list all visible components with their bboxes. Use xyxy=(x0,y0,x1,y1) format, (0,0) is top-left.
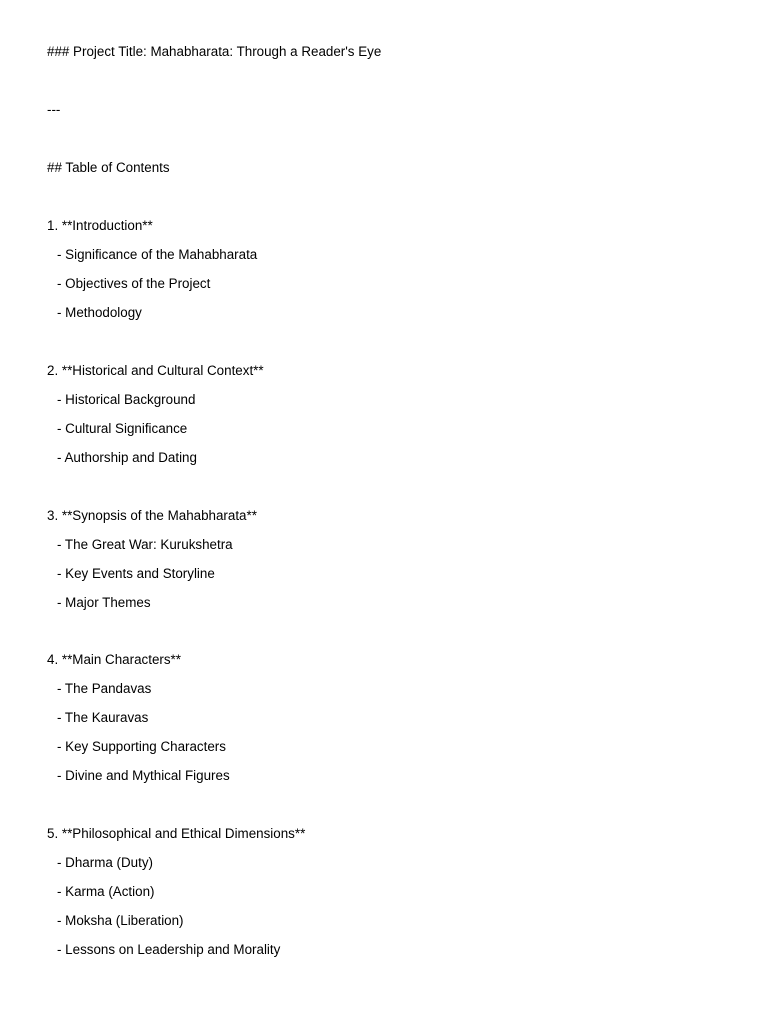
toc-list-item: - Significance of the Mahabharata xyxy=(57,247,258,262)
toc-list-item: - Moksha (Liberation) xyxy=(57,913,184,928)
toc-heading: ## Table of Contents xyxy=(47,160,170,175)
toc-list-item: - Divine and Mythical Figures xyxy=(57,768,230,783)
toc-list-item: - The Pandavas xyxy=(57,681,152,696)
separator-line: --- xyxy=(47,102,61,117)
project-title: ### Project Title: Mahabharata: Through a Reader's Eye xyxy=(47,44,382,59)
toc-section-heading: 5. **Philosophical and Ethical Dimensions** xyxy=(47,826,306,841)
toc-section-heading: 2. **Historical and Cultural Context** xyxy=(47,363,264,378)
toc-list-item: - Lessons on Leadership and Morality xyxy=(57,942,281,957)
toc-list-item: - The Kauravas xyxy=(57,710,149,725)
toc-list-item: - Methodology xyxy=(57,305,142,320)
toc-list-item: - Dharma (Duty) xyxy=(57,855,153,870)
toc-list-item: - Key Events and Storyline xyxy=(57,566,215,581)
toc-list-item: - Authorship and Dating xyxy=(57,450,197,465)
toc-section-heading: 3. **Synopsis of the Mahabharata** xyxy=(47,508,257,523)
toc-list-item: - Objectives of the Project xyxy=(57,276,211,291)
toc-list-item: - The Great War: Kurukshetra xyxy=(57,537,233,552)
toc-section-heading: 4. **Main Characters** xyxy=(47,652,181,667)
toc-list-item: - Cultural Significance xyxy=(57,421,188,436)
toc-list-item: - Karma (Action) xyxy=(57,884,155,899)
toc-list-item: - Key Supporting Characters xyxy=(57,739,226,754)
toc-list-item: - Historical Background xyxy=(57,392,196,407)
toc-section-heading: 1. **Introduction** xyxy=(47,218,153,233)
toc-list-item: - Major Themes xyxy=(57,595,151,610)
